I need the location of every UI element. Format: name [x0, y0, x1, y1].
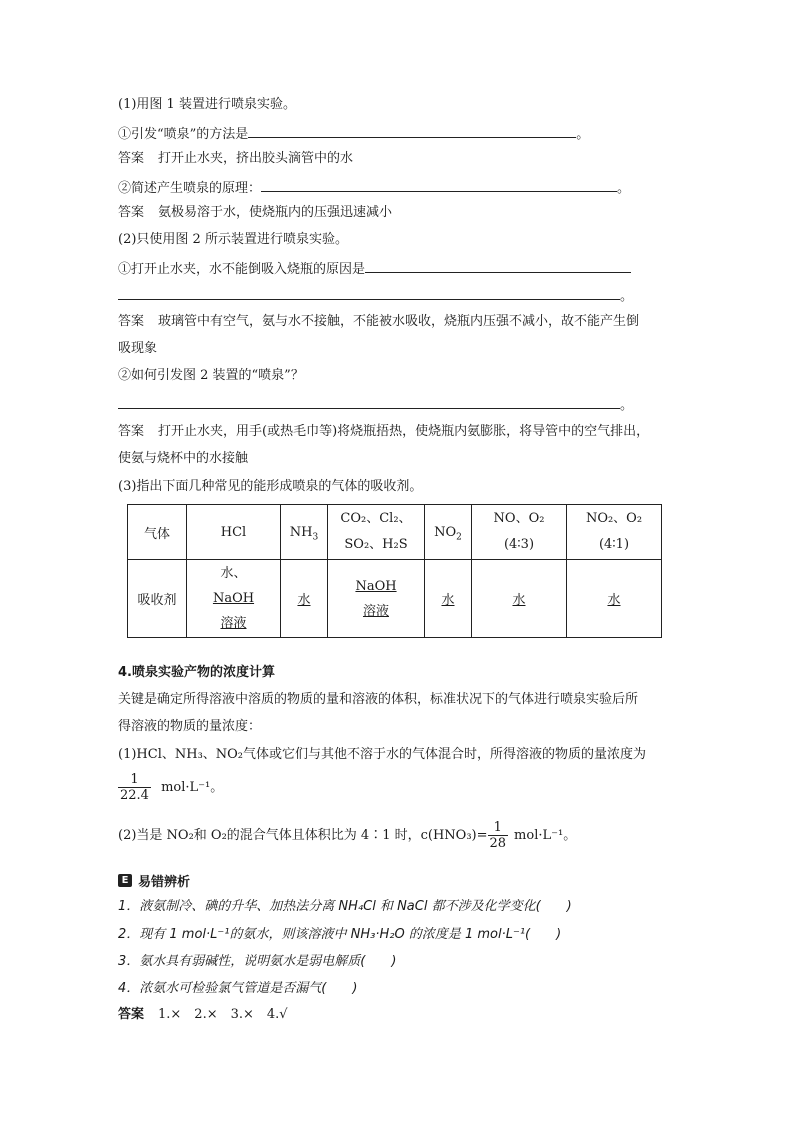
part2-heading: (2)只使用图 2 所示装置进行喷泉实验。: [118, 232, 348, 247]
section4-p2-text: (2)当是 NO₂和 O₂的混合气体且体积比为 4∶1 时，c(HNO₃)=: [118, 828, 488, 843]
errors-section-header: [118, 871, 190, 890]
errors-answer: [118, 1006, 288, 1024]
section4-intro-line1: 关键是确定所得溶液中溶质的物质的量和溶液的体积，标准状况下的气体进行喷泉实验后所: [118, 692, 639, 707]
part3-heading: (3)指出下面几种常见的能形成喷泉的气体的吸收剂。: [118, 479, 423, 494]
part2-question2-cont: [118, 394, 633, 415]
part2-a2-line1: 打开止水夹，用手(或热毛巾等)将烧瓶捂热，使烧瓶内氨膨胀，将导管中的空气排出，: [158, 424, 650, 439]
answer-label: 答案: [118, 205, 145, 220]
gas-mix1: CO₂、Cl₂、 SO₂、H₂S: [328, 505, 425, 560]
part1-answer2: [118, 204, 392, 222]
gas-nh3: $NH_3$: [281, 505, 328, 560]
absorbent-mix3: 水: [567, 560, 662, 638]
gas-mix2: NO、O₂ (4∶3): [472, 505, 567, 560]
absorbent-nh3: 水: [281, 560, 328, 638]
part1-q2-end: 。: [617, 181, 631, 196]
part1-q1-blank[interactable]: [248, 123, 576, 138]
part1-q2-text: ②简述产生喷泉的原理：: [118, 181, 262, 196]
section4-p2: [118, 820, 576, 851]
answer-label: 答案: [118, 424, 145, 439]
absorbent-no2: 水: [425, 560, 472, 638]
section4-title: 4.喷泉实验产物的浓度计算: [118, 665, 275, 680]
gas-no2: $NO_2$: [425, 505, 472, 560]
part2-question2: ②如何引发图 2 装置的“喷泉”？: [118, 368, 304, 383]
section4-intro-line2: 得溶液的物质的量浓度：: [118, 719, 262, 734]
part2-q2-end: 。: [620, 398, 634, 413]
part2-q1-blank-b[interactable]: [118, 285, 620, 300]
absorbent-hcl: 水、 NaOH 溶液: [187, 560, 281, 638]
gas-hcl: HCl: [187, 505, 281, 560]
answer-label: 答案: [118, 151, 145, 166]
section4-p2-unit: mol·L⁻¹。: [514, 828, 577, 843]
section4-p1-unit: mol·L⁻¹。: [161, 780, 224, 795]
error-item-3: 3．氨水具有弱碱性，说明氨水是弱电解质( ): [118, 954, 397, 969]
part2-q1-blank-a[interactable]: [365, 258, 631, 273]
gas-mix3: NO₂、O₂ (4∶1): [567, 505, 662, 560]
section4-p1-formula: [118, 772, 223, 803]
section-e-icon: E: [118, 874, 132, 887]
part1-heading: (1)用图 1 装置进行喷泉实验。: [118, 97, 296, 112]
absorbent-table: [127, 504, 662, 638]
part2-q1-text: ①打开止水夹，水不能倒吸入烧瓶的原因是: [118, 262, 366, 277]
section4-p1: (1)HCl、NH₃、NO₂气体或它们与其他不溶于水的气体混合时，所得溶液的物质的量浓度为: [118, 747, 647, 762]
table-row-gas: [128, 505, 662, 560]
part2-question1-cont: [118, 285, 633, 306]
part1-a2-text: 氨极易溶于水，使烧瓶内的压强迅速减小: [158, 205, 393, 220]
errors-title: 易错辨析: [138, 875, 191, 890]
row-label-gas: 气体: [128, 505, 187, 560]
part2-answer1: [118, 313, 639, 331]
errors-answer-text: 1.× 2.× 3.× 4.√: [158, 1007, 288, 1022]
table-row-absorbent: [128, 560, 662, 638]
part1-q1-text: ①引发“喷泉”的方法是: [118, 127, 249, 142]
part2-answer2: [118, 423, 649, 441]
part2-answer1-line2: 吸现象: [118, 341, 158, 356]
part2-answer2-line2: 使氨与烧杯中的水接触: [118, 451, 249, 466]
answer-label: 答案: [118, 314, 145, 329]
part2-q2-blank[interactable]: [118, 394, 620, 409]
row-label-absorbent: 吸收剂: [128, 560, 187, 638]
error-item-1: 1．液氨制冷、碘的升华、加热法分离 NH₄Cl 和 NaCl 都不涉及化学变化( ): [118, 899, 572, 914]
answer-label: 答案: [118, 1007, 145, 1022]
part1-answer1: [118, 150, 353, 168]
part1-question1: [118, 123, 589, 144]
fraction-1-over-22-4: $\frac{1}{22.4}$: [120, 772, 149, 803]
absorbent-mix2: 水: [472, 560, 567, 638]
part2-question1: [118, 258, 631, 279]
absorbent-mix1: NaOH 溶液: [328, 560, 425, 638]
part2-a1-line1: 玻璃管中有空气，氨与水不接触，不能被水吸收，烧瓶内压强不减小，故不能产生倒: [158, 314, 640, 329]
part2-q1-end: 。: [620, 289, 634, 304]
part1-q1-end: 。: [576, 127, 590, 142]
part1-a1-text: 打开止水夹，挤出胶头滴管中的水: [158, 151, 354, 166]
error-item-2: 2．现有 1 mol·L⁻¹的氨水，则该溶液中 NH₃·H₂O 的浓度是 1 mol·L⁻¹( ): [118, 927, 562, 942]
error-item-4: 4．浓氨水可检验氯气管道是否漏气( ): [118, 981, 358, 996]
fraction-1-over-28: $\frac{1}{28}$: [489, 820, 507, 851]
part1-question2: [118, 177, 630, 198]
part1-q2-blank[interactable]: [261, 177, 617, 192]
